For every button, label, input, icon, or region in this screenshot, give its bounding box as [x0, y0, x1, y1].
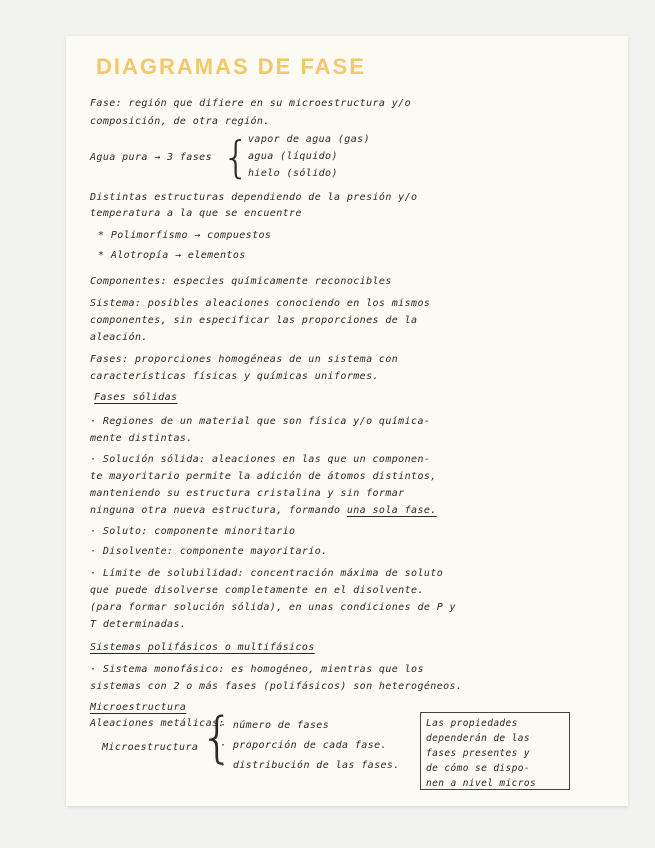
- components-definition: Componentes: especies químicamente reconocibles: [90, 276, 392, 287]
- allotropy-item: * Alotropía → elementos: [98, 250, 246, 261]
- note-line-2: dependerán de las: [426, 733, 531, 744]
- note-line-3: fases presentes y: [426, 748, 531, 759]
- micro-number-of-phases: · número de fases: [220, 720, 330, 731]
- micro-phase-distribution: · distribución de las fases.: [220, 760, 400, 771]
- regions-line-2: mente distintas.: [90, 433, 193, 444]
- solvent-definition: · Disolvente: componente mayoritario.: [90, 546, 328, 557]
- solid-phases-heading: Fases sólidas: [94, 392, 178, 403]
- system-definition-line-2: componentes, sin especificar las proporciones de la: [90, 315, 418, 326]
- phases-definition-line-1: Fases: proporciones homogéneas de un sistema con: [90, 354, 399, 365]
- solid-solution-line-1: · Solución sólida: aleaciones en las que un componen-: [90, 454, 431, 465]
- phase-definition-line-2: composición, de otra región.: [90, 116, 270, 127]
- polymorphism-item: * Polimorfismo → compuestos: [98, 230, 272, 241]
- system-definition-line-1: Sistema: posibles aleaciones conociendo en los mismos: [90, 298, 431, 309]
- phase-definition-line-1: Fase: región que difiere en su microestructura y/o: [90, 98, 412, 109]
- properties-note-box: [420, 712, 570, 790]
- system-definition-line-3: aleación.: [90, 332, 148, 343]
- solubility-limit-line-1: · Límite de solubilidad: concentración máxima de soluto: [90, 568, 444, 579]
- curly-brace: {: [222, 132, 250, 183]
- note-line-5: nen a nivel micros: [426, 778, 537, 789]
- multiphase-systems-heading: Sistemas polifásicos o multifásicos: [90, 642, 315, 653]
- page-title: DIAGRAMAS DE FASE: [96, 54, 366, 79]
- water-phase-liquid: agua (líquido): [248, 151, 338, 162]
- microstructure-heading: Microestructura: [90, 702, 187, 713]
- solubility-limit-line-2: que puede disolverse completamente en el disolvente.: [90, 585, 424, 596]
- structures-line-2: temperatura a la que se encuentre: [90, 208, 302, 219]
- notebook-page: [66, 36, 628, 806]
- water-phase-solid: hielo (sólido): [248, 168, 338, 179]
- water-phase-gas: vapor de agua (gas): [248, 134, 370, 145]
- note-line-4: de cómo se dispo-: [426, 763, 531, 774]
- curly-brace: {: [200, 706, 235, 769]
- solid-solution-line-4-text: ninguna otra nueva estructura, formando: [90, 505, 347, 516]
- regions-line-1: · Regiones de un material que son física y/o química-: [90, 416, 431, 427]
- pure-water-label: Agua pura → 3 fases: [90, 152, 212, 163]
- monophasic-line-2: sistemas con 2 o más fases (polifásicos) son heterogéneos.: [90, 681, 463, 692]
- single-phase-emphasis: una sola fase.: [346, 505, 437, 516]
- micro-phase-proportion: · proporción de cada fase.: [220, 740, 387, 751]
- solid-solution-line-4: [90, 505, 437, 516]
- solid-solution-line-2: te mayoritario permite la adición de átomos distintos,: [90, 471, 437, 482]
- note-line-1: Las propiedades: [426, 718, 518, 729]
- solubility-limit-line-4: T determinadas.: [90, 619, 187, 630]
- solid-solution-line-3: manteniendo su estructura cristalina y sin formar: [90, 488, 405, 499]
- metal-alloys-label: Aleaciones metálicas:: [90, 718, 225, 729]
- phases-definition-line-2: características físicas y químicas uniformes.: [90, 371, 379, 382]
- solute-definition: · Soluto: componente minoritario: [90, 526, 296, 537]
- monophasic-line-1: · Sistema monofásico: es homogéneo, mientras que los: [90, 664, 424, 675]
- microstructure-label: Microestructura: [102, 742, 199, 753]
- solubility-limit-line-3: (para formar solución sólida), en unas condiciones de P y: [90, 602, 456, 613]
- structures-line-1: Distintas estructuras dependiendo de la presión y/o: [90, 192, 418, 203]
